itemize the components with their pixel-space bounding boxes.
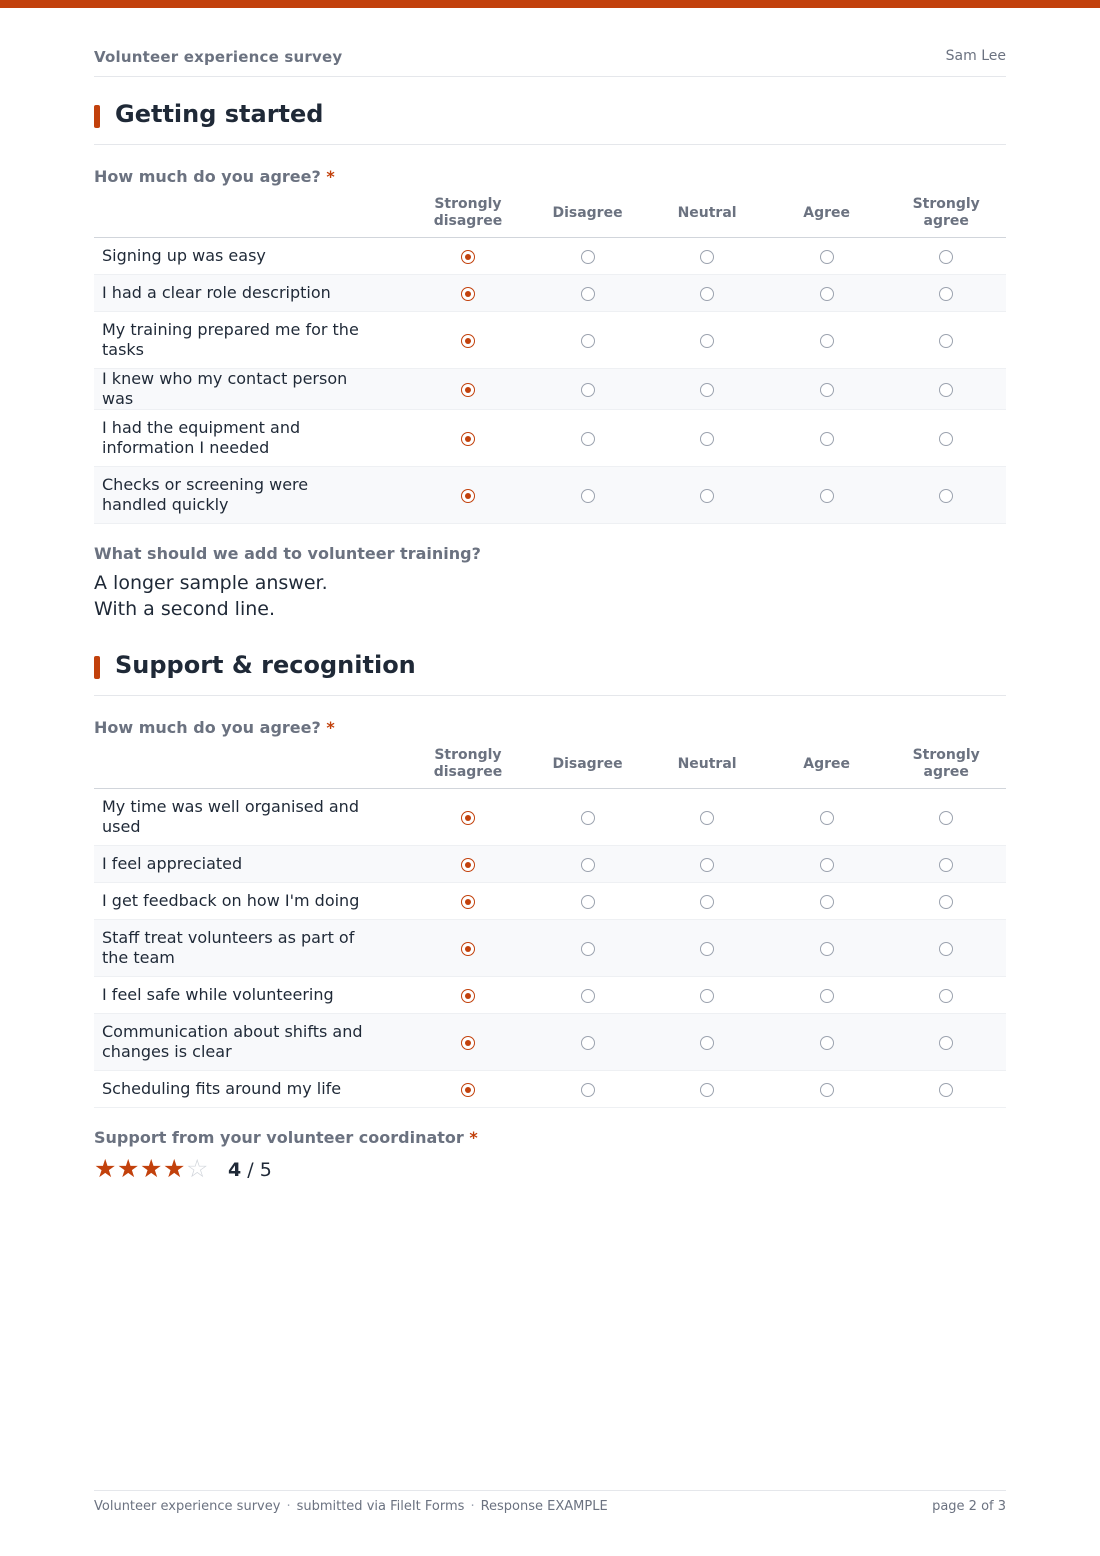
- radio-selected[interactable]: [461, 489, 475, 503]
- radio-cell: [647, 312, 767, 369]
- radio-option[interactable]: [820, 989, 834, 1003]
- radio-cell: [886, 275, 1006, 312]
- page-number: page 2 of 3: [932, 1499, 1006, 1514]
- statement-text: I knew who my contact person was: [94, 369, 408, 410]
- footer-info: [94, 1499, 608, 1514]
- scale-column-header: Neutral: [647, 740, 767, 789]
- radio-option[interactable]: [700, 1036, 714, 1050]
- radio-cell: [767, 846, 887, 883]
- radio-option[interactable]: [581, 942, 595, 956]
- radio-cell: [528, 883, 648, 920]
- radio-cell: [408, 1071, 528, 1108]
- radio-cell: [528, 920, 648, 977]
- radio-cell: [886, 1071, 1006, 1108]
- radio-selected[interactable]: [461, 432, 475, 446]
- scale-column-header: Disagree: [528, 740, 648, 789]
- radio-cell: [767, 883, 887, 920]
- radio-option[interactable]: [700, 432, 714, 446]
- radio-cell: [408, 410, 528, 467]
- section-title: Support & recognition: [115, 651, 416, 679]
- radio-option[interactable]: [820, 895, 834, 909]
- matrix-question-label: [94, 167, 1006, 189]
- radio-option[interactable]: [939, 489, 953, 503]
- section-support-recognition: [94, 651, 1006, 1186]
- radio-cell: [886, 883, 1006, 920]
- statement-text: My training prepared me for the tasks: [94, 312, 408, 369]
- matrix-row: [94, 369, 1006, 410]
- matrix-row: [94, 883, 1006, 920]
- stars: [94, 1154, 209, 1183]
- radio-cell: [767, 1071, 887, 1108]
- radio-cell: [647, 1014, 767, 1071]
- section-title: Getting started: [115, 100, 324, 128]
- section-marker: [94, 105, 100, 128]
- radio-cell: [767, 410, 887, 467]
- radio-cell: [767, 1014, 887, 1071]
- radio-cell: [767, 275, 887, 312]
- radio-selected[interactable]: [461, 858, 475, 872]
- radio-cell: [528, 1071, 648, 1108]
- radio-option[interactable]: [939, 1036, 953, 1050]
- radio-cell: [767, 789, 887, 846]
- matrix-header-row: [94, 189, 1006, 238]
- radio-option[interactable]: [700, 1083, 714, 1097]
- section-heading: [94, 651, 1006, 696]
- radio-cell: [528, 369, 648, 410]
- open-answer: [94, 570, 1006, 622]
- radio-selected[interactable]: [461, 895, 475, 909]
- radio-cell: [886, 789, 1006, 846]
- radio-cell: [767, 369, 887, 410]
- scale-column-header: Strongly agree: [886, 189, 1006, 238]
- radio-option[interactable]: [820, 1036, 834, 1050]
- radio-option[interactable]: [820, 287, 834, 301]
- radio-cell: [528, 789, 648, 846]
- radio-cell: [408, 920, 528, 977]
- rating-max: 5: [259, 1159, 272, 1181]
- radio-option[interactable]: [581, 1083, 595, 1097]
- radio-option[interactable]: [820, 858, 834, 872]
- likert-matrix: [94, 740, 1006, 1108]
- statement-text: My time was well organised and used: [94, 789, 408, 846]
- scale-column-header: Disagree: [528, 189, 648, 238]
- radio-cell: [528, 238, 648, 275]
- matrix-row: [94, 275, 1006, 312]
- radio-cell: [647, 977, 767, 1014]
- survey-title: Volunteer experience survey: [94, 48, 343, 66]
- statement-text: I get feedback on how I'm doing: [94, 883, 408, 920]
- scale-column-header: Agree: [767, 740, 887, 789]
- footer-survey-name: Volunteer experience survey: [94, 1499, 281, 1514]
- radio-cell: [886, 920, 1006, 977]
- radio-cell: [408, 789, 528, 846]
- respondent-name: Sam Lee: [945, 48, 1006, 64]
- scale-column-header: Agree: [767, 189, 887, 238]
- matrix-row: [94, 789, 1006, 846]
- star-filled-icon[interactable]: ★: [117, 1154, 140, 1183]
- radio-cell: [767, 977, 887, 1014]
- rating-score: 4: [228, 1159, 242, 1181]
- radio-cell: [647, 410, 767, 467]
- required-marker: *: [326, 718, 335, 737]
- radio-selected[interactable]: [461, 383, 475, 397]
- question-text: How much do you agree?: [94, 718, 321, 737]
- radio-option[interactable]: [939, 858, 953, 872]
- accent-bar: [0, 0, 1100, 8]
- statement-text: Scheduling fits around my life: [94, 1071, 408, 1108]
- matrix-row: [94, 920, 1006, 977]
- radio-option[interactable]: [939, 1083, 953, 1097]
- radio-option[interactable]: [939, 432, 953, 446]
- radio-option[interactable]: [820, 432, 834, 446]
- radio-cell: [408, 846, 528, 883]
- answer-line: With a second line.: [94, 598, 275, 620]
- radio-option[interactable]: [820, 489, 834, 503]
- radio-cell: [528, 410, 648, 467]
- radio-cell: [528, 467, 648, 524]
- matrix-row: [94, 467, 1006, 524]
- radio-option[interactable]: [820, 942, 834, 956]
- matrix-question-label: [94, 718, 1006, 740]
- star-rating[interactable]: [94, 1156, 1006, 1186]
- radio-option[interactable]: [939, 383, 953, 397]
- question-text: Support from your volunteer coordinator: [94, 1128, 464, 1147]
- statement-column-header: [94, 189, 408, 238]
- section-getting-started: [94, 100, 1006, 622]
- radio-option[interactable]: [581, 432, 595, 446]
- radio-option[interactable]: [581, 989, 595, 1003]
- radio-option[interactable]: [820, 1083, 834, 1097]
- radio-option[interactable]: [700, 287, 714, 301]
- open-question-label: [94, 544, 1006, 566]
- footer-response-id: Response EXAMPLE: [480, 1499, 608, 1514]
- radio-option[interactable]: [820, 250, 834, 264]
- radio-cell: [886, 977, 1006, 1014]
- rating-question-label: [94, 1128, 1006, 1150]
- section-heading: [94, 100, 1006, 145]
- rating-separator: /: [247, 1159, 254, 1181]
- radio-option[interactable]: [939, 334, 953, 348]
- footer-separator: ·: [286, 1499, 291, 1514]
- radio-selected[interactable]: [461, 334, 475, 348]
- radio-cell: [647, 238, 767, 275]
- radio-option[interactable]: [581, 250, 595, 264]
- radio-selected[interactable]: [461, 1083, 475, 1097]
- radio-option[interactable]: [700, 811, 714, 825]
- radio-option[interactable]: [939, 811, 953, 825]
- radio-cell: [647, 920, 767, 977]
- radio-cell: [528, 275, 648, 312]
- footer-separator: ·: [470, 1499, 475, 1514]
- statement-text: Checks or screening were handled quickly: [94, 467, 408, 524]
- scale-column-header: Strongly agree: [886, 740, 1006, 789]
- radio-cell: [528, 1014, 648, 1071]
- radio-option[interactable]: [820, 334, 834, 348]
- star-filled-icon[interactable]: ★: [94, 1154, 117, 1183]
- radio-option[interactable]: [581, 334, 595, 348]
- radio-cell: [528, 312, 648, 369]
- matrix-row: [94, 238, 1006, 275]
- radio-cell: [408, 977, 528, 1014]
- scale-column-header: Strongly disagree: [408, 740, 528, 789]
- radio-selected[interactable]: [461, 989, 475, 1003]
- radio-option[interactable]: [581, 858, 595, 872]
- radio-cell: [886, 238, 1006, 275]
- radio-selected[interactable]: [461, 811, 475, 825]
- radio-cell: [408, 312, 528, 369]
- radio-option[interactable]: [581, 811, 595, 825]
- matrix-row: [94, 1071, 1006, 1108]
- radio-cell: [528, 846, 648, 883]
- footer-source: submitted via FileIt Forms: [296, 1499, 465, 1514]
- radio-option[interactable]: [581, 287, 595, 301]
- radio-cell: [767, 238, 887, 275]
- radio-selected[interactable]: [461, 1036, 475, 1050]
- radio-cell: [408, 275, 528, 312]
- matrix-row: [94, 410, 1006, 467]
- radio-option[interactable]: [700, 334, 714, 348]
- radio-cell: [647, 789, 767, 846]
- radio-option[interactable]: [820, 811, 834, 825]
- radio-cell: [886, 846, 1006, 883]
- radio-option[interactable]: [939, 989, 953, 1003]
- radio-cell: [886, 312, 1006, 369]
- radio-cell: [408, 467, 528, 524]
- radio-option[interactable]: [581, 383, 595, 397]
- statement-text: Signing up was easy: [94, 238, 408, 275]
- radio-option[interactable]: [939, 895, 953, 909]
- matrix-row: [94, 977, 1006, 1014]
- radio-cell: [886, 467, 1006, 524]
- statement-text: I had a clear role description: [94, 275, 408, 312]
- required-marker: *: [326, 167, 335, 186]
- radio-cell: [767, 312, 887, 369]
- statement-text: Staff treat volunteers as part of the team: [94, 920, 408, 977]
- radio-cell: [408, 1014, 528, 1071]
- radio-cell: [408, 883, 528, 920]
- matrix-row: [94, 312, 1006, 369]
- star-filled-icon[interactable]: ★: [140, 1154, 163, 1183]
- question-text: How much do you agree?: [94, 167, 321, 186]
- radio-cell: [408, 238, 528, 275]
- radio-option[interactable]: [700, 858, 714, 872]
- scale-column-header: Neutral: [647, 189, 767, 238]
- radio-cell: [647, 846, 767, 883]
- scale-column-header: Strongly disagree: [408, 189, 528, 238]
- answer-line: A longer sample answer.: [94, 572, 328, 594]
- radio-option[interactable]: [700, 383, 714, 397]
- radio-option[interactable]: [700, 250, 714, 264]
- matrix-row: [94, 1014, 1006, 1071]
- radio-cell: [647, 1071, 767, 1108]
- radio-cell: [886, 369, 1006, 410]
- statement-column-header: [94, 740, 408, 789]
- radio-cell: [647, 275, 767, 312]
- radio-option[interactable]: [581, 489, 595, 503]
- page-footer: [94, 1490, 1006, 1521]
- page-header: [94, 48, 1006, 77]
- likert-matrix: [94, 189, 1006, 524]
- statement-text: I feel appreciated: [94, 846, 408, 883]
- radio-selected[interactable]: [461, 287, 475, 301]
- radio-cell: [886, 1014, 1006, 1071]
- rating-value: [228, 1159, 272, 1181]
- radio-cell: [767, 467, 887, 524]
- statement-text: I feel safe while volunteering: [94, 977, 408, 1014]
- radio-option[interactable]: [581, 1036, 595, 1050]
- radio-option[interactable]: [939, 287, 953, 301]
- matrix-row: [94, 846, 1006, 883]
- section-marker: [94, 656, 100, 679]
- radio-cell: [408, 369, 528, 410]
- radio-option[interactable]: [700, 989, 714, 1003]
- radio-option[interactable]: [700, 942, 714, 956]
- star-filled-icon[interactable]: ★: [163, 1154, 186, 1183]
- statement-text: I had the equipment and information I needed: [94, 410, 408, 467]
- matrix-header-row: [94, 740, 1006, 789]
- required-marker: *: [469, 1128, 478, 1147]
- question-text: What should we add to volunteer training?: [94, 544, 481, 563]
- radio-selected[interactable]: [461, 250, 475, 264]
- radio-cell: [767, 920, 887, 977]
- radio-option[interactable]: [939, 942, 953, 956]
- radio-cell: [886, 410, 1006, 467]
- radio-option[interactable]: [700, 489, 714, 503]
- radio-cell: [528, 977, 648, 1014]
- radio-option[interactable]: [939, 250, 953, 264]
- radio-cell: [647, 883, 767, 920]
- radio-option[interactable]: [700, 895, 714, 909]
- star-empty-icon[interactable]: ☆: [186, 1154, 209, 1183]
- radio-option[interactable]: [820, 383, 834, 397]
- radio-cell: [647, 467, 767, 524]
- statement-text: Communication about shifts and changes is clear: [94, 1014, 408, 1071]
- radio-cell: [647, 369, 767, 410]
- radio-option[interactable]: [581, 895, 595, 909]
- radio-selected[interactable]: [461, 942, 475, 956]
